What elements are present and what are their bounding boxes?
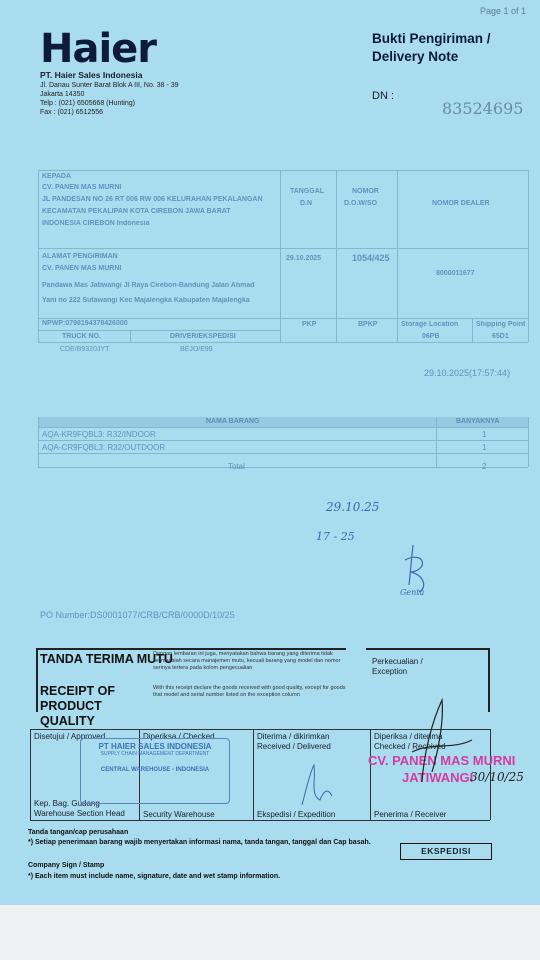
- dealer-head: NOMOR DEALER: [432, 200, 490, 207]
- driver-head: DRIVER/EKSPEDISI: [170, 333, 236, 340]
- title-en: Delivery Note: [372, 49, 459, 64]
- stamp-text: CENTRAL WAREHOUSE - INDONESIA: [100, 767, 210, 773]
- bpkp: BPKP: [358, 321, 378, 328]
- footer-sign-en: Company Sign / Stamp: [28, 862, 105, 869]
- item-qty: 1: [482, 430, 487, 439]
- haier-logo: Haier: [40, 26, 157, 72]
- expedition-signature: [290, 760, 340, 810]
- footer-sign-id: Tanda tangan/cap perusahaan: [28, 829, 129, 836]
- alamat-title: ALAMAT PENGIRIMAN: [42, 253, 118, 260]
- address-line: Jakarta 14350: [40, 91, 85, 98]
- shipping-value: 65D1: [492, 333, 509, 340]
- dn-label: DN :: [372, 90, 394, 102]
- scanner-margin: [0, 905, 540, 960]
- alamat-line: Yani no 222 Sutawangi Kec Majalengka Kabupaten Majalengka: [42, 297, 250, 304]
- haier-warehouse-stamp: [80, 738, 230, 804]
- tanggal-sub: D.N: [300, 200, 313, 207]
- address-line: Jl. Danau Sunter Barat Blok A III, No. 38 - 39: [40, 82, 179, 89]
- nomor-value: 1054/425: [352, 253, 390, 263]
- storage-value: 06PB: [422, 333, 440, 340]
- receipt-title-id: TANDA TERIMA MUTU: [40, 652, 173, 666]
- doc-title: [372, 30, 491, 66]
- stamp-text: PT HAIER SALES INDONESIA: [98, 742, 212, 751]
- truck-head: TRUCK NO.: [62, 333, 101, 340]
- truck-value: CDE/B9320JYT: [60, 346, 110, 353]
- title-id: Bukti Pengiriman /: [372, 31, 491, 46]
- dn-number: 83524695: [442, 99, 524, 118]
- handwritten-date: 29.10.25: [326, 500, 380, 514]
- page-number: Page 1 of 1: [480, 6, 527, 16]
- item-qty: 1: [482, 443, 487, 452]
- receiver-stamp-line2: JATIWANGI: [402, 770, 474, 785]
- item-name: AQA-KR9FQBL3: R32/INDOOR: [42, 430, 156, 439]
- tanggal-head: TANGGAL: [290, 188, 325, 195]
- handwritten-name: Genta: [400, 588, 425, 597]
- handwritten-signature: [395, 540, 445, 600]
- items-name-head: NAMA BARANG: [206, 418, 260, 425]
- recipient-line: CV. PANEN MAS MURNI: [42, 184, 122, 191]
- npwp: NPWP:0798194378426000: [42, 320, 128, 327]
- driver-value: BEJO/E99: [180, 346, 213, 353]
- handwritten-receive-date: 30/10/25: [470, 770, 524, 784]
- dealer-value: 8000011677: [436, 270, 475, 277]
- pkp: PKP: [302, 321, 317, 328]
- receiver-signature: [392, 692, 482, 792]
- handwritten-time: 17 - 25: [316, 530, 355, 543]
- item-name: AQA-CR9FQBL3: R32/OUTDOOR: [42, 443, 166, 452]
- stamp-text: SUPPLY CHAIN MANAGEMENT DEPARTMENT: [100, 751, 210, 757]
- receipt-text-id: Dengan lembaran ini juga, menyatakan bahwa barang yang diterima tidak bermasalah secara manajemen mutu, kecuali barang yang model dan nomor serinya tertera pada kolom pengecualian: [153, 651, 341, 671]
- receiver-stamp-line1: CV. PANEN MAS MURNI: [368, 753, 516, 768]
- print-timestamp: 29.10.2025(17:57:44): [424, 368, 511, 378]
- nomor-head: NOMOR: [352, 188, 379, 195]
- storage-head: Storage Location: [401, 321, 459, 328]
- total-value: 2: [482, 462, 487, 471]
- po-number: PO Number:DS0001077/CRB/CRB/0000D/10/25: [40, 610, 235, 620]
- recipient-line: JL PANDESAN NO 26 RT 006 RW 006 KELURAHAN PEKALANGAN: [42, 196, 263, 203]
- total-label: Total: [228, 462, 245, 471]
- address-line: Fax : (021) 6512556: [40, 109, 104, 116]
- approved-label: Disetujui / Approved: [34, 732, 106, 741]
- security-label: Security Warehouse: [143, 810, 215, 819]
- tanggal-value: 29.10.2025: [286, 255, 322, 262]
- warehouse-head-label: Kep. Bag. Gudang Warehouse Section Head: [34, 799, 125, 818]
- shipping-head: Shipping Point: [476, 321, 526, 328]
- received-checked-label: Diperiksa / diterima Checked / Received: [374, 732, 446, 751]
- receiver-label: Penerima / Receiver: [374, 810, 447, 819]
- items-qty-head: BANYAKNYA: [456, 418, 500, 425]
- expedition-label: Ekspedisi / Expedition: [257, 810, 336, 819]
- nomor-sub: D.O.W/SO: [344, 200, 378, 207]
- footer-note-en: *) Each item must include name, signature, date and wet stamp information.: [28, 873, 281, 880]
- exception-label: Perkecualian / Exception: [372, 657, 423, 676]
- recipient-line: KECAMATAN PEKALIPAN KOTA CIREBON JAWA BARAT: [42, 208, 231, 215]
- receipt-text-en: With this receipt declare the goods received with good quality, except for goods that model and serial number listed on the exception column: [153, 685, 346, 698]
- address-line: Telp : (021) 6505668 (Hunting): [40, 100, 135, 107]
- checked-label: Diperiksa / Checked: [143, 732, 215, 741]
- receipt-title-en: RECEIPT OF PRODUCT QUALITY: [40, 684, 116, 728]
- alamat-line: Pandawa Mas Jatiwangi Jl Raya Cirebon-Bandung Jalan Ahmad: [42, 282, 255, 289]
- company-name: PT. Haier Sales Indonesia: [40, 70, 143, 80]
- alamat-line: CV. PANEN MAS MURNI: [42, 265, 122, 272]
- ekspedisi-copy-label: EKSPEDISI: [400, 843, 492, 860]
- footer-note-id: *) Setiap penerimaan barang wajib menyertakan informasi nama, tanda tangan, tanggal dan Cap basah.: [28, 839, 371, 846]
- recipient-line: INDONESIA CIREBON Indonesia: [42, 220, 150, 227]
- delivered-label: Diterima / dikirimkan Received / Delivered: [257, 732, 331, 751]
- kepada-label: KEPADA: [42, 173, 72, 180]
